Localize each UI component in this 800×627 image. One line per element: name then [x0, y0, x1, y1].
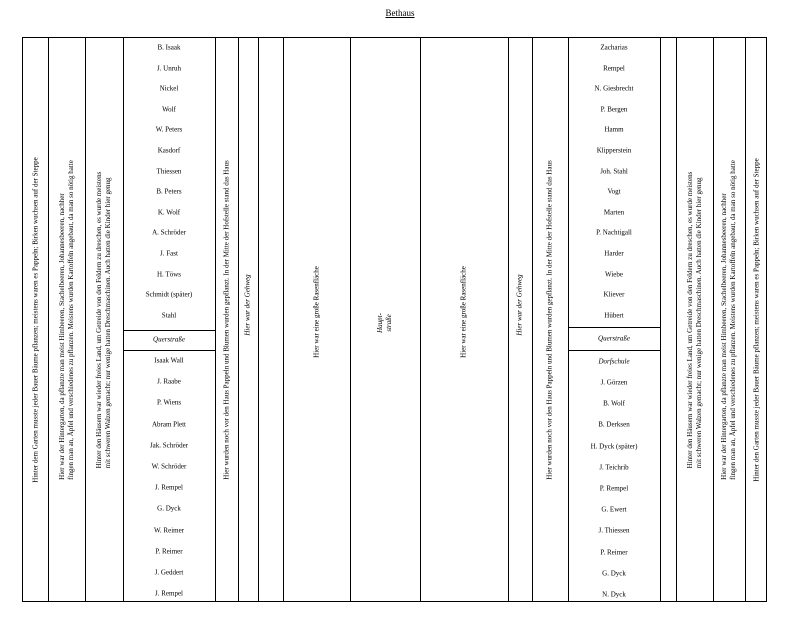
right-back-garden-note: Hier war der Hintergarten, da pflanzte man meist Himbeeren, Stachelbeeren, Johannesbeeren, nachher fingen man an, Äpfel und verschiedenes zu pflanzen. Meistens wurden Kartoffeln angebaut, da man so nötig hatte — [720, 160, 737, 480]
farmer-name: J. Unruh — [156, 64, 182, 73]
farmer-name: A. Schröder — [152, 228, 186, 237]
farmer-name: H. Töws — [157, 270, 181, 279]
farmer-name: P. Bergen — [600, 105, 628, 114]
village-school-label: Dorfschule — [598, 357, 630, 366]
farmer-name: Rempel — [603, 64, 625, 73]
farmer-name: Vogt — [607, 187, 621, 196]
farmer-name: Hamm — [604, 125, 624, 134]
farmer-name: Zacharias — [600, 43, 628, 52]
farmer-name: Isaak Wall — [154, 356, 184, 365]
farmer-name: Schmidt (später) — [145, 290, 193, 299]
farmer-name: P. Reimer — [155, 547, 183, 556]
farmer-name: Kasdorf — [157, 146, 181, 155]
cross-street-line — [123, 350, 215, 351]
right-cross-street-label: Querstraße — [598, 334, 630, 343]
farmer-name: J. Geddert — [154, 568, 184, 577]
farmer-name: H. Dyck (später) — [590, 442, 638, 451]
farmer-name: Abram Plett — [151, 420, 187, 429]
farmer-name: G. Dyck — [157, 504, 181, 513]
farmer-name: G. Dyck — [602, 569, 626, 578]
farmer-name: P. Wiens — [156, 398, 182, 407]
divider — [258, 37, 259, 602]
farmer-name: J. Teichrib — [599, 463, 629, 472]
divider — [238, 37, 239, 602]
farmer-name: P. Nachtigall — [596, 228, 632, 237]
left-back-garden-note: Hier war der Hintergarten, da pflanzte man meist Himbeeren, Stachelbeeren, Johannesbeeren, nachher fingen man an, Äpfel und verschiedenes zu pflanzen. Meistens wurden Kartoffeln angebaut, da man so nötig hatte — [58, 160, 75, 480]
farmer-name: Klipperstein — [596, 146, 632, 155]
right-front-yard-note: Hier wurden noch vor den Haus Pappeln und Blumen wurden gepflanzt. In der Mitte der Hofstelle stand das Haus — [545, 160, 554, 480]
divider — [283, 37, 284, 602]
farmer-name: B. Derksen — [598, 420, 630, 429]
left-cross-street-label: Querstraße — [153, 335, 185, 344]
farmer-name: W. Schröder — [151, 462, 187, 471]
cross-street-line — [123, 330, 215, 331]
left-garden-trees-note: Hinter dem Garten musste jeder Bauer Bäume pflanzen; meistens waren es Pappeln; Birken wuchsen auf der Steppe — [31, 157, 40, 483]
divider — [48, 37, 49, 602]
farmer-name: P. Rempel — [599, 484, 629, 493]
divider — [676, 37, 677, 602]
farmer-name: Hübert — [604, 311, 624, 320]
divider — [660, 37, 661, 602]
divider — [713, 37, 714, 602]
farmer-name: N. Giesbrecht — [594, 84, 634, 93]
farmer-name: Wiebe — [605, 270, 623, 279]
main-street-label: Haupt- straße — [376, 313, 393, 333]
farmer-name: J. Raabe — [157, 377, 181, 386]
farmer-name: W. Peters — [155, 125, 183, 134]
farmer-name: Jak. Schröder — [149, 441, 189, 450]
farmer-name: G. Ewert — [601, 505, 627, 514]
farmer-name: Kliever — [603, 290, 625, 299]
farmer-name: P. Reimer — [600, 548, 628, 557]
left-lawn-label: Hier war eine große Rasenfläche — [312, 266, 321, 358]
divider — [85, 37, 86, 602]
cross-street-line — [568, 350, 660, 351]
divider — [745, 37, 746, 602]
farmer-name: B. Wolf — [603, 399, 625, 408]
divider — [532, 37, 533, 602]
diagram-title: Bethaus — [385, 8, 415, 18]
farmer-name: Joh. Stahl — [600, 167, 628, 176]
farmer-name: W. Reimer — [153, 526, 185, 535]
farmer-name: J. Fast — [160, 249, 178, 258]
divider — [420, 37, 421, 602]
divider — [350, 37, 351, 602]
cross-street-line — [568, 327, 660, 328]
farmer-name: K. Wolf — [157, 208, 181, 217]
farmer-name: B. Peters — [156, 187, 182, 196]
right-lawn-label: Hier war eine große Rasenfläche — [459, 266, 468, 358]
farmer-name: Wolf — [162, 105, 176, 114]
left-front-yard-note: Hier wurden noch vor den Haus Pappeln und Blumen wurden gepflanzt. In der Mitte der Hofstelle stand das Haus — [222, 160, 231, 480]
divider — [508, 37, 509, 602]
farmer-name: N. Dyck — [602, 590, 626, 599]
farmer-name: Harder — [604, 249, 624, 258]
left-threshing-land-note: Hinter den Häusern war wieder freies Land, um Getreide von den Feldern zu dreschen, es wurde meistens mit schweren Walzen gemacht; nur wenige hatten Dreschmaschinen. Auch hatten die Kinder hier genug — [95, 171, 112, 469]
right-sidewalk-label: Hier war der Gehweg — [515, 274, 524, 336]
farmer-name: Thiessen — [156, 167, 182, 176]
farmer-name: J. Görzen — [600, 378, 628, 387]
farmer-name: B. Isaak — [157, 43, 181, 52]
farmer-name: J. Rempel — [155, 589, 183, 598]
left-sidewalk-label: Hier war der Gehweg — [243, 274, 252, 336]
farmer-name: Marten — [603, 208, 625, 217]
farmer-name: J. Thiessen — [598, 526, 630, 535]
right-garden-trees-note: Hinter den Garten musste jeder Bauer Bäume pflanzen; meistens waren es Pappeln; Birken wuchsen auf der Steppe — [752, 158, 761, 482]
farmer-name: J. Rempel — [155, 483, 183, 492]
farmer-name: Nickel — [159, 84, 179, 93]
farmer-name: Stahl — [161, 311, 177, 320]
divider — [215, 37, 216, 602]
right-threshing-land-note: Hinter den Häusern war wieder freies Land, um Getreide von den Feldern zu dreschen, es wurde meistens mit schweren Walzen gemacht; nur wenige hatten Dreschmaschinen. Auch hatten die Kinder hier genug — [686, 171, 703, 469]
